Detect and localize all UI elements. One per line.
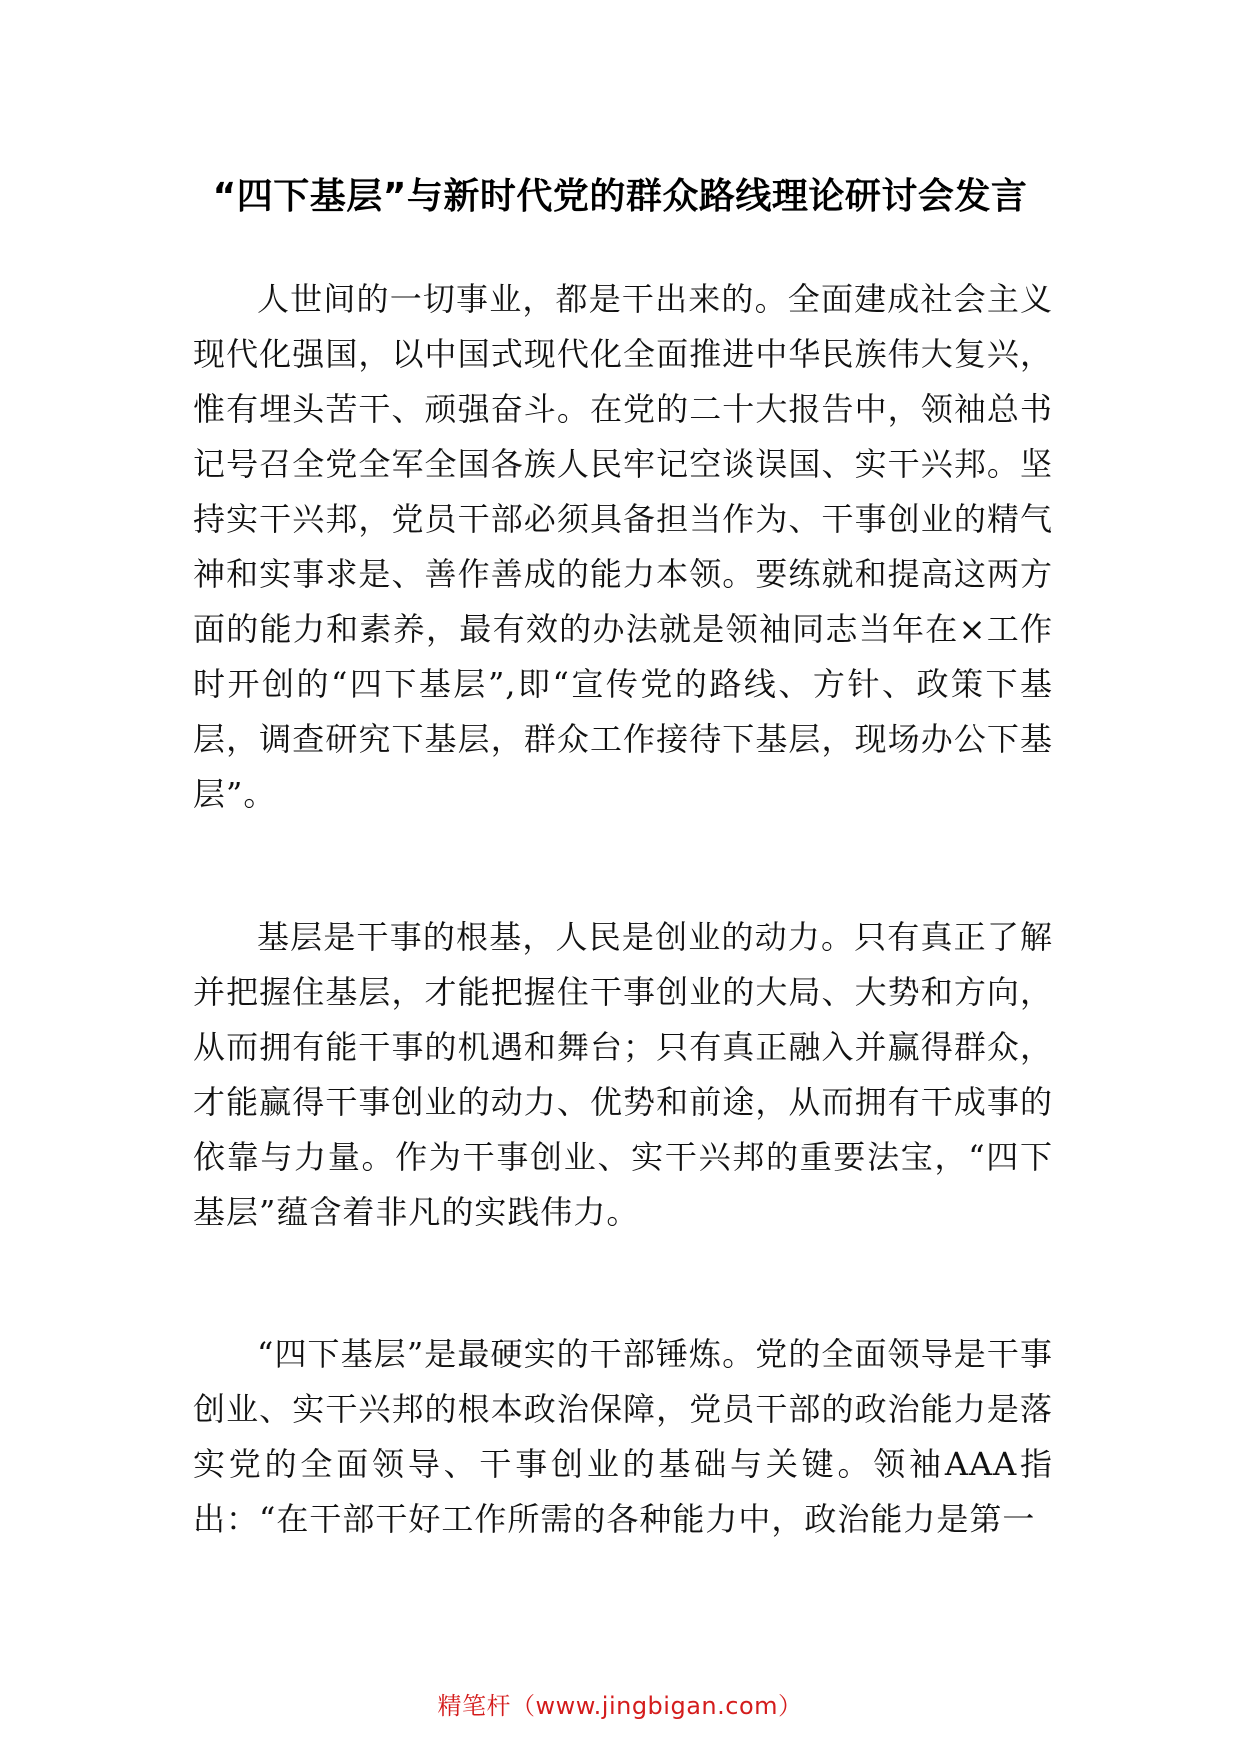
paragraph-2: 基层是干事的根基，人民是创业的动力。只有真正了解并把握住基层，才能把握住干事创业的大局、大势和方向，从而拥有能干事的机遇和舞台；只有真正融入并赢得群众，才能赢得干事创业的动力、优势和前途，从而拥有干成事的依靠与力量。作为干事创业、实干兴邦的重要法宝，“四下基层”蕴含着非凡的实践伟力。 bbox=[193, 918, 1053, 1231]
footer-watermark-link[interactable]: 精笔杆（www.jingbigan.com） bbox=[437, 1692, 803, 1720]
document-title: “四下基层”与新时代党的群众路线理论研讨会发言 bbox=[212, 176, 1028, 217]
paragraph-3: “四下基层”是最硬实的干部锤炼。党的全面领导是干事创业、实干兴邦的根本政治保障，党员干部的政治能力是落实党的全面领导、干事创业的基础与关键。领袖AAA指出：“在干部干好工作所需的各种能力中，政治能力是第一 bbox=[193, 1335, 1053, 1538]
paragraph-1: 人世间的一切事业，都是干出来的。全面建成社会主义现代化强国，以中国式现代化全面推进中华民族伟大复兴，惟有埋头苦干、顽强奋斗。在党的二十大报告中，领袖总书记号召全党全军全国各族人民牢记空谈误国、实干兴邦。坚持实干兴邦，党员干部必须具备担当作为、干事创业的精气神和实事求是、善作善成的能力本领。要练就和提高这两方面的能力和素养，最有效的办法就是领袖同志当年在×工作时开创的“四下基层”,即“宣传党的路线、方针、政策下基层，调查研究下基层，群众工作接待下基层，现场办公下基层”。 bbox=[193, 280, 1053, 813]
